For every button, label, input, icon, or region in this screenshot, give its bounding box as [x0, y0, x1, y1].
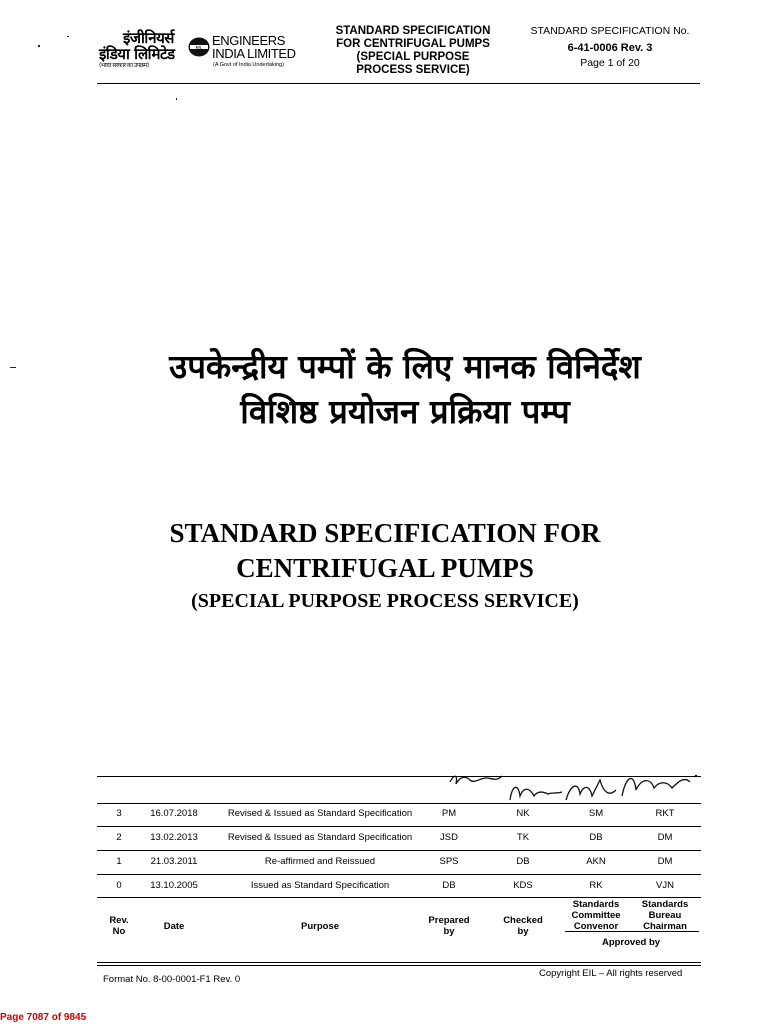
logo-english-text — [212, 34, 296, 60]
header-title-line: (SPECIAL PURPOSE — [356, 51, 470, 63]
logo-english-line2: INDIA LIMITED — [212, 46, 296, 61]
col-header-purpose: Purpose — [300, 921, 339, 932]
row-rev: 0 — [116, 880, 122, 891]
scan-speck — [10, 367, 16, 368]
table-rule — [97, 897, 701, 898]
table-rule — [97, 850, 701, 851]
row-checked: DB — [516, 856, 530, 867]
row-rev: 2 — [116, 832, 122, 843]
logo-english-line1: ENGINEERS — [212, 33, 285, 48]
row-date: 16.07.2018 — [150, 808, 198, 819]
row-convenor: SM — [588, 808, 604, 819]
row-prepared: JSD — [440, 832, 458, 843]
format-number: Format No. 8-00-0001-F1 Rev. 0 — [103, 974, 241, 985]
row-rev: 3 — [116, 808, 122, 819]
row-convenor: DB — [589, 832, 603, 843]
row-prepared: DB — [442, 880, 456, 891]
row-chairman: DM — [657, 832, 673, 843]
row-date: 13.10.2005 — [150, 880, 198, 891]
col-header-convenor — [563, 899, 629, 932]
row-checked: KDS — [513, 880, 533, 891]
header-title-line: FOR CENTRIFUGAL PUMPS — [336, 38, 490, 50]
col-header-checked-line2: by — [517, 926, 529, 937]
row-convenor: RK — [589, 880, 603, 891]
copyright-notice: Copyright EIL – All rights reserved — [539, 968, 683, 979]
hindi-title-line1: उपकेन्द्रीय पम्पों के लिए मानक विनिर्देश — [169, 347, 641, 386]
logo-hindi-line1: इंजीनियर्स — [123, 29, 174, 47]
header-divider — [97, 83, 700, 84]
table-rule — [97, 826, 701, 827]
row-rev: 1 — [116, 856, 122, 867]
col-header-convenor-line3: Convenor — [573, 921, 619, 932]
col-header-chairman-line1: Standards — [641, 899, 689, 910]
col-header-approved-by: Approved by — [601, 937, 661, 948]
footer-divider — [97, 965, 701, 966]
row-date: 21.03.2011 — [150, 856, 198, 867]
footer-divider — [97, 962, 701, 963]
document-page-counter: Page 7087 of 9845 — [0, 1012, 87, 1023]
col-header-convenor-line2: Committee — [571, 910, 621, 921]
table-rule — [97, 776, 701, 777]
col-header-checked-line1: Checked — [503, 915, 543, 926]
row-date: 13.02.2013 — [150, 832, 198, 843]
approval-signatures — [440, 766, 740, 806]
row-chairman: VJN — [656, 880, 674, 891]
row-purpose: Issued as Standard Specification — [250, 880, 390, 891]
row-purpose: Re-affirmed and Reissued — [264, 856, 376, 867]
table-rule — [97, 803, 701, 804]
scan-speck — [67, 36, 69, 37]
col-header-date: Date — [163, 921, 185, 932]
spec-number: 6-41-0006 Rev. 3 — [567, 42, 653, 54]
table-rule — [97, 874, 701, 875]
row-prepared: SPS — [439, 856, 459, 867]
col-header-rev — [97, 915, 141, 937]
col-header-chairman — [631, 899, 699, 932]
row-chairman: RKT — [655, 808, 675, 819]
approved-by-divider — [565, 931, 699, 932]
hindi-title-line2: विशिष्ठ प्रयोजन प्रक्रिया पम्प — [240, 392, 570, 431]
col-header-rev-line2: No — [112, 926, 126, 937]
scan-speck — [38, 45, 40, 47]
col-header-convenor-line1: Standards — [572, 899, 620, 910]
header-title-line: STANDARD SPECIFICATION — [335, 25, 491, 37]
row-purpose: Revised & Issued as Standard Specification — [227, 808, 413, 819]
row-purpose: Revised & Issued as Standard Specification — [227, 832, 413, 843]
header-title — [318, 25, 508, 77]
col-header-chairman-line2: Bureau — [648, 910, 682, 921]
page-indicator: Page 1 of 20 — [580, 57, 640, 69]
spec-number-block — [520, 25, 700, 70]
spec-label: STANDARD SPECIFICATION No. — [530, 25, 690, 37]
english-title-line3: (SPECIAL PURPOSE PROCESS SERVICE) — [191, 590, 579, 612]
row-prepared: PM — [441, 808, 457, 819]
col-header-checked — [493, 915, 553, 937]
row-convenor: AKN — [586, 856, 606, 867]
svg-text:EIL: EIL — [195, 44, 203, 50]
scan-speck — [176, 98, 177, 100]
col-header-prepared-line2: by — [443, 926, 455, 937]
eil-emblem-icon — [188, 37, 210, 57]
english-title-line2: CENTRIFUGAL PUMPS — [236, 553, 534, 583]
row-chairman: DM — [657, 856, 673, 867]
col-header-rev-line1: Rev. — [109, 915, 129, 926]
col-header-prepared — [419, 915, 479, 937]
col-header-chairman-line3: Chairman — [643, 921, 687, 932]
english-title-line1: STANDARD SPECIFICATION FOR — [169, 518, 601, 548]
header-title-line: PROCESS SERVICE) — [356, 64, 470, 76]
col-header-prepared-line1: Prepared — [428, 915, 470, 926]
logo-hindi-tagline: (भारत सरकार का उपक्रम) — [99, 62, 149, 69]
logo-hindi-line2: इंडिया लिमिटेड — [99, 45, 175, 63]
company-logo — [95, 28, 300, 72]
logo-english-tagline: (A Govt of India Undertaking) — [213, 62, 284, 68]
row-checked: NK — [516, 808, 530, 819]
row-checked: TK — [516, 832, 530, 843]
